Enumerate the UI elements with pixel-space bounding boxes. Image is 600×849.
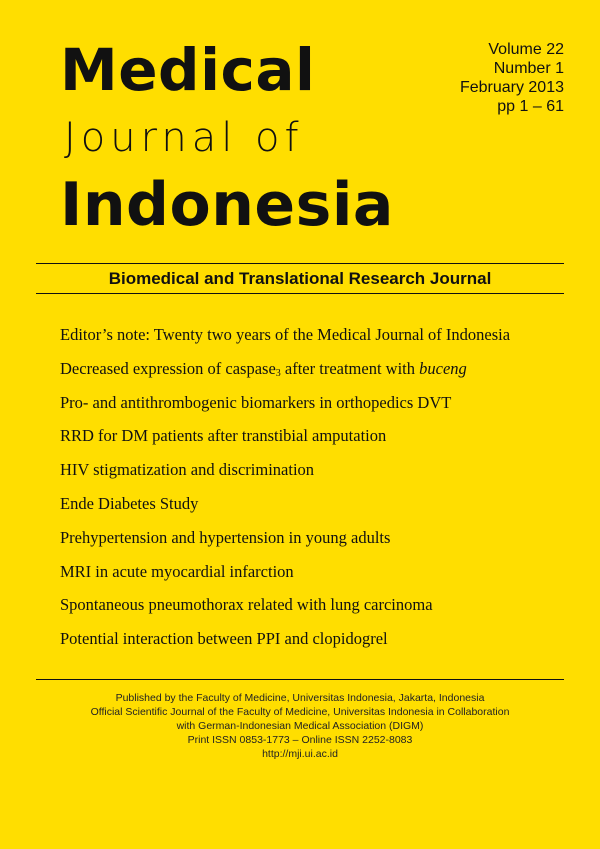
contents-item-text: MRI in acute myocardial infarction <box>60 561 294 581</box>
contents-item <box>60 487 580 521</box>
contents-item <box>60 352 580 386</box>
contents-item-italic: buceng <box>419 358 467 378</box>
contents-item-text: after treatment with <box>280 358 420 378</box>
volume-label: Volume 22 <box>488 41 564 58</box>
publisher-footer <box>36 691 564 761</box>
contents-item <box>60 453 580 487</box>
title-indonesia: Indonesia <box>60 170 394 240</box>
contents-item-text: Pro- and antithrombogenic biomarkers in orthopedics DVT <box>60 392 452 412</box>
contents-item-text: Editor’s note: Twenty two years of the Medical Journal of Indonesia <box>60 325 511 344</box>
contents-item-text: Spontaneous pneumothorax related with lung carcinoma <box>60 595 433 615</box>
title-journal-of: Journal of <box>64 115 304 161</box>
contents-item <box>60 588 580 622</box>
footer-url[interactable]: http://mji.ui.ac.id <box>262 748 338 760</box>
contents-item-text: Decreased expression of caspase <box>60 358 276 378</box>
top-rule <box>36 263 564 264</box>
contents-item <box>60 318 580 352</box>
number-label: Number 1 <box>493 60 564 77</box>
contents-item <box>60 555 580 589</box>
footer-rule <box>36 679 564 680</box>
pages-label: pp 1 – 61 <box>497 98 564 115</box>
contents-list <box>60 318 580 656</box>
contents-item <box>60 521 580 555</box>
contents-item-text: HIV stigmatization and discrimination <box>60 460 315 480</box>
journal-subtitle: Biomedical and Translational Research Journal <box>108 269 492 288</box>
contents-item-text: RRD for DM patients after transtibial amputation <box>60 426 387 446</box>
subscript: 3 <box>275 367 281 379</box>
contents-item-text: Ende Diabetes Study <box>60 493 199 513</box>
contents-item <box>60 622 580 656</box>
footer-publisher: Published by the Faculty of Medicine, Universitas Indonesia, Jakarta, Indonesia <box>115 692 485 704</box>
footer-issn: Print ISSN 0853-1773 – Online ISSN 2252-8083 <box>187 734 413 746</box>
issue-info <box>460 40 564 116</box>
footer-collaboration: with German-Indonesian Medical Association (DIGM) <box>176 720 424 732</box>
contents-item <box>60 419 580 453</box>
contents-item-text: Potential interaction between PPI and clopidogrel <box>60 629 388 649</box>
contents-item <box>60 386 580 420</box>
footer-official: Official Scientific Journal of the Faculty of Medicine, Universitas Indonesia in Collaboration <box>90 706 510 718</box>
subtitle-rule <box>36 293 564 294</box>
contents-item-text: Prehypertension and hypertension in young adults <box>60 527 391 547</box>
date-label: February 2013 <box>459 79 564 96</box>
title-medical: Medical <box>60 36 316 104</box>
